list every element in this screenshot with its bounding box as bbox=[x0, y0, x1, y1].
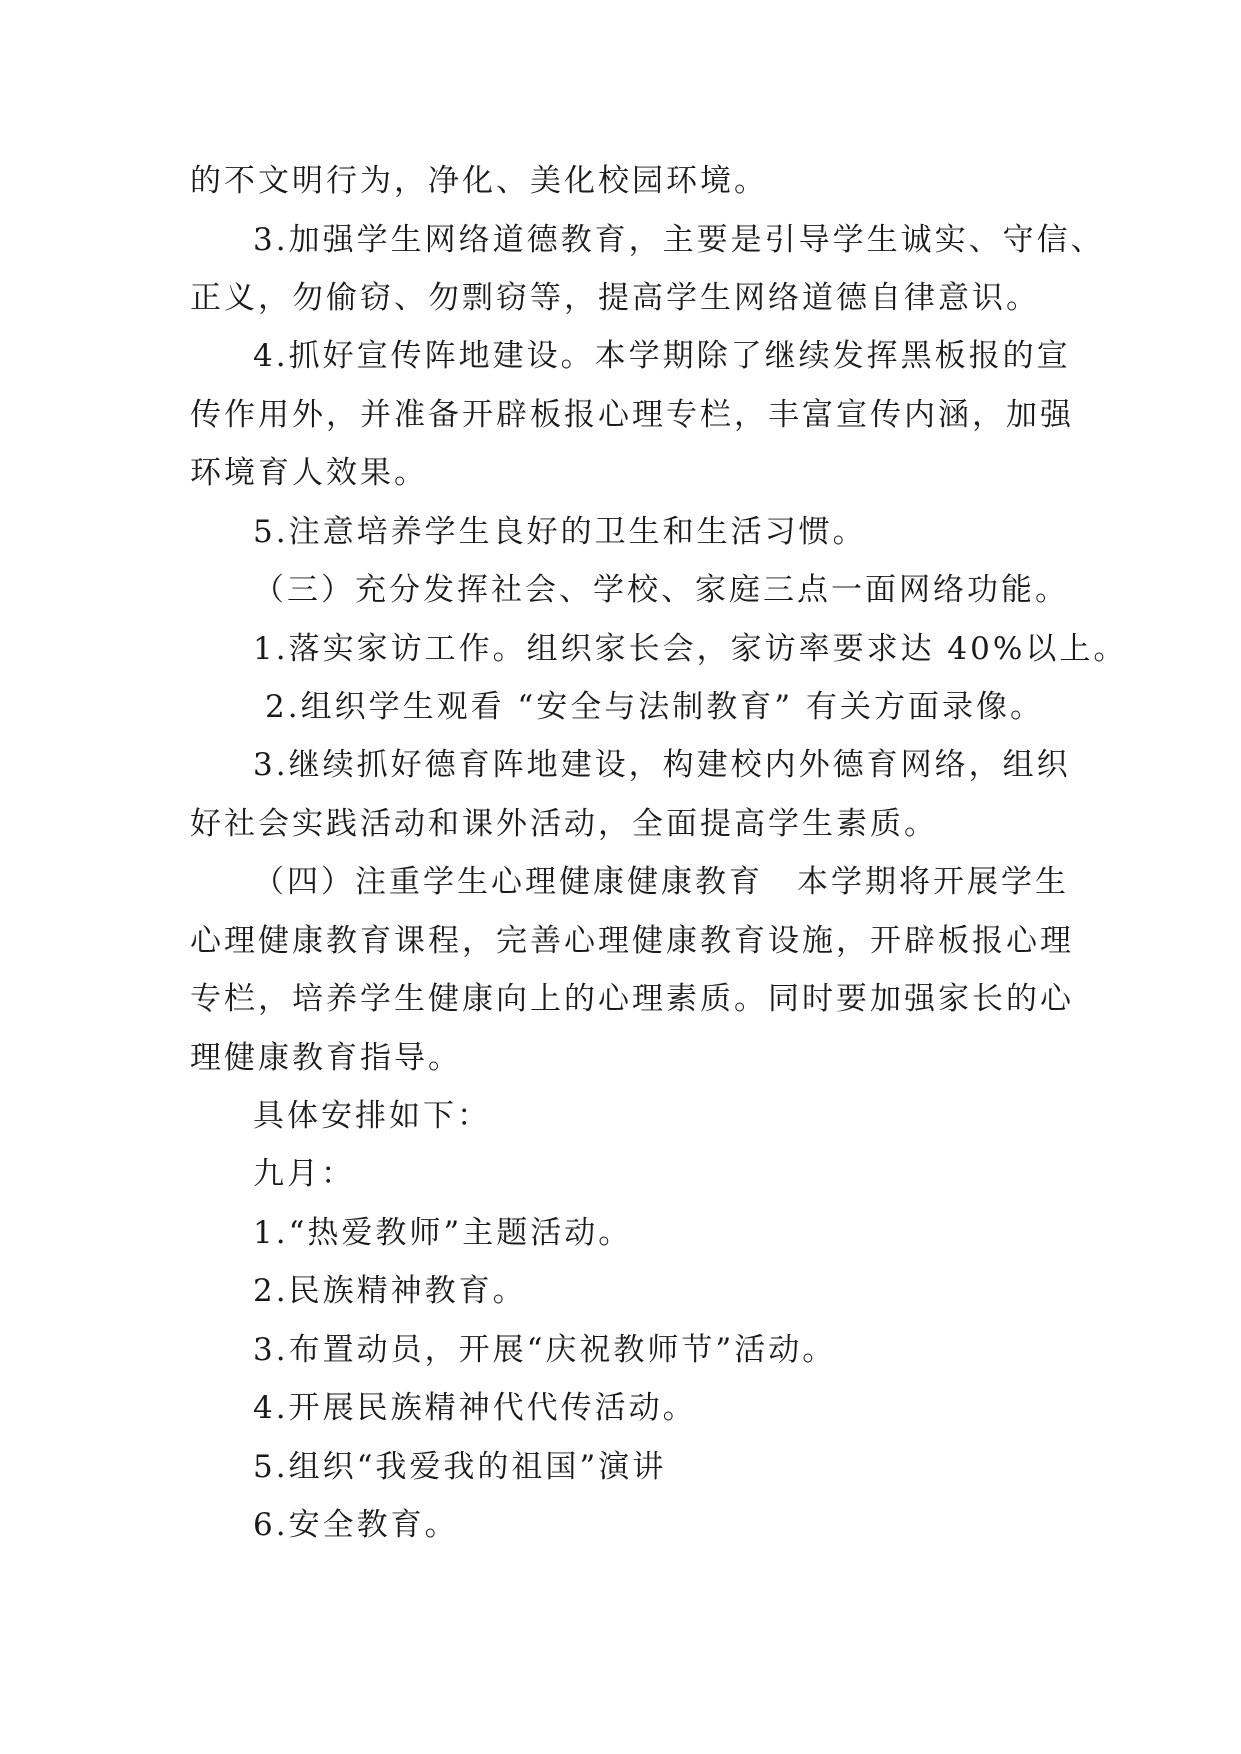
paragraph-line: 传作用外，并准备开辟板报心理专栏，丰富宣传内涵，加强 bbox=[190, 397, 1074, 433]
section-heading: （四）注重学生心理健康健康教育 本学期将开展学生 bbox=[253, 864, 1069, 900]
section-heading: （三）充分发挥社会、学校、家庭三点一面网络功能。 bbox=[253, 572, 1069, 608]
paragraph-line: 正义，勿偷窃、勿剽窃等，提高学生网络道德自律意识。 bbox=[190, 280, 1040, 316]
list-item: 3.布置动员，开展“庆祝教师节”活动。 bbox=[253, 1332, 837, 1368]
list-item: 1.“热爱教师”主题活动。 bbox=[253, 1215, 633, 1251]
list-item: 2.民族精神教育。 bbox=[253, 1273, 527, 1309]
paragraph-line: 2.组织学生观看 “安全与法制教育” 有关方面录像。 bbox=[265, 689, 1044, 725]
paragraph-line: 环境育人效果。 bbox=[190, 455, 428, 491]
list-item: 6.安全教育。 bbox=[253, 1507, 459, 1543]
paragraph-line: 1.落实家访工作。组织家长会，家访率要求达 40%以上。 bbox=[253, 631, 1128, 667]
month-heading: 九月： bbox=[253, 1156, 355, 1192]
list-item: 4.开展民族精神代代传活动。 bbox=[253, 1390, 697, 1426]
paragraph-line: 3.继续抓好德育阵地建设，构建校内外德育网络，组织 bbox=[253, 747, 1071, 783]
paragraph-line: 的不文明行为，净化、美化校园环境。 bbox=[190, 163, 768, 199]
paragraph-line: 专栏，培养学生健康向上的心理素质。同时要加强家长的心 bbox=[190, 981, 1074, 1017]
paragraph-line: 理健康教育指导。 bbox=[190, 1040, 462, 1076]
paragraph-line: 具体安排如下： bbox=[253, 1098, 491, 1134]
paragraph-line: 好社会实践活动和课外活动，全面提高学生素质。 bbox=[190, 806, 938, 842]
paragraph-line: 心理健康教育课程，完善心理健康教育设施，开辟板报心理 bbox=[190, 923, 1074, 959]
paragraph-line: 5.注意培养学生良好的卫生和生活习惯。 bbox=[253, 514, 867, 550]
paragraph-line: 3.加强学生网络道德教育，主要是引导学生诚实、守信、 bbox=[253, 222, 1105, 258]
paragraph-line: 4.抓好宣传阵地建设。本学期除了继续发挥黑板报的宣 bbox=[253, 338, 1071, 374]
list-item: 5.组织“我爱我的祖国”演讲 bbox=[253, 1449, 667, 1485]
